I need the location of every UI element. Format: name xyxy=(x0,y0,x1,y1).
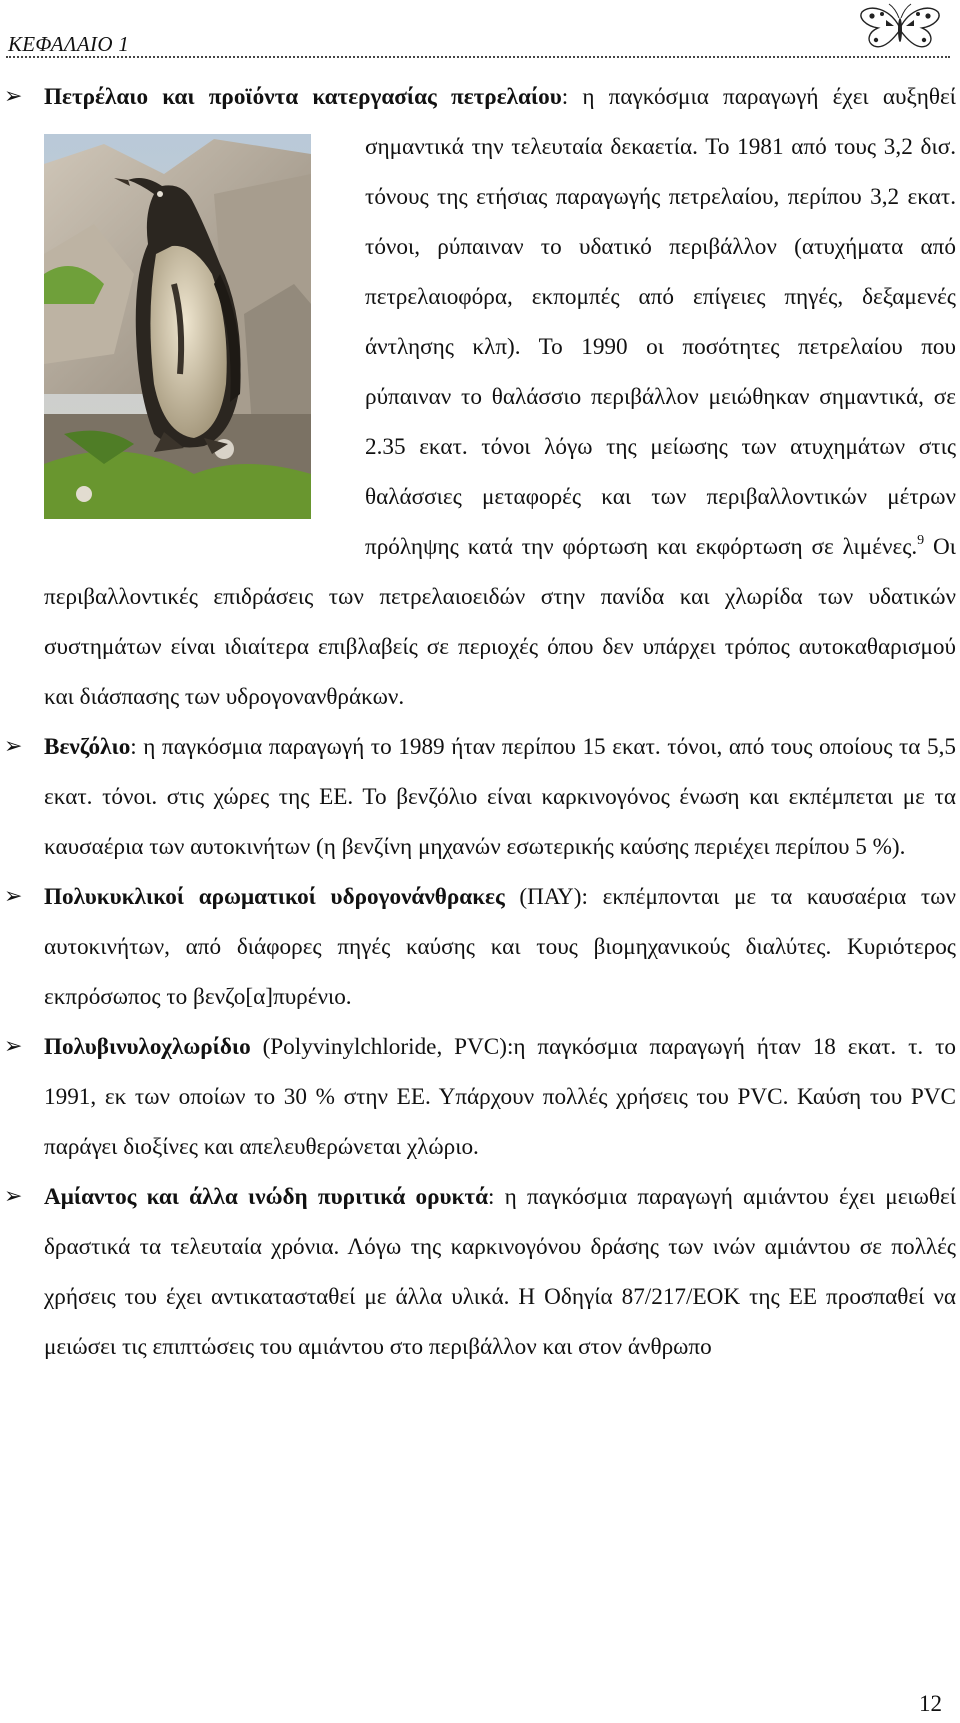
page-body xyxy=(4,72,957,1372)
page-header xyxy=(6,30,950,58)
butterfly-icon xyxy=(856,2,944,54)
bullet-text-lead: : η παγκόσμια παραγωγή έχει αυξηθεί σημαντικά την τελευταία δεκαετία. Το 1981 από τους 3,2 δισ. xyxy=(365,84,957,160)
bullet-term: Αμίαντος και άλλα ινώδη πυριτικά ορυκτά xyxy=(44,1184,489,1210)
list-item xyxy=(4,872,956,1022)
list-item xyxy=(4,72,957,722)
list-item xyxy=(4,1172,957,1372)
bullet-text-rest: τόνους της ετήσιας παραγωγής πετρελαίου, περίπου 3,2 εκατ. τόνοι, ρύπαιναν το υδατικό περιβάλλον (ατυχήματα από πετρελαιοφόρα, εκπομπές από επίγειες πηγές, δεξαμενές άντλησης κλπ). Το 1990 οι ποσότητες πετρελαίου που ρύπαιναν το θαλάσσιο περιβάλλον μειώθηκαν σημαντικά, σε 2.35 εκατ. τόνοι λόγω της μείωσης των ατυχημάτων στις θαλάσσιες μεταφορές και των περιβαλλοντικών μέτρων πρόληψης κατά την φόρτωση και εκφόρτωση σε λιμένες. xyxy=(365,184,956,560)
bullet-term: Πετρέλαιο και προϊόντα κατεργασίας πετρελαίου xyxy=(44,84,562,110)
list-item xyxy=(4,1022,956,1172)
arrow-bullet-icon: ➢ xyxy=(4,734,23,759)
bullet-term: Βενζόλιο xyxy=(44,734,131,760)
arrow-bullet-icon: ➢ xyxy=(4,1034,23,1059)
bullet-text: (Polyvinylchloride, PVC):η παγκόσμια παραγωγή ήταν 18 εκατ. τ. το 1991, εκ των οποίων το 30 % στην ΕΕ. Υπάρχουν πολλές χρήσεις του PVC. Καύση του PVC παράγει διοξίνες και απελευθερώνεται χλώριο. xyxy=(44,1034,956,1160)
list-item xyxy=(4,722,956,872)
bullet-term: Πολυβινυλοχλωρίδιο xyxy=(44,1034,251,1060)
oiled-penguin-photo xyxy=(44,134,311,519)
bullet-text-after: Οι περιβαλλοντικές επιδράσεις των πετρελαιοειδών στην πανίδα και χλωρίδα των υδατικών συστημάτων είναι ιδιαίτερα επιβλαβείς σε περιοχές όπου δεν υπάρχει τρόπος αυτοκαθαρισμού και διάσπασης των υδρογονανθράκων. xyxy=(44,534,956,710)
bullet-text: : η παγκόσμια παραγωγή αμιάντου έχει μειωθεί δραστικά τα τελευταία χρόνια. Λόγω της καρκινογόνου δράσης των ινών αμιάντου σε πολλές χρήσεις του έχει αντικατασταθεί με άλλα υλικά. Η Οδηγία 87/217/ΕΟΚ της ΕΕ προσπαθεί να μειώσει τις επιπτώσεις του αμιάντου στο περιβάλλον και στον άνθρωπο xyxy=(44,1184,957,1360)
bullet-text: (ΠΑΥ): εκπέμπονται με τα καυσαέρια των αυτοκινήτων, από διάφορες πηγές καύσης και τους βιομηχανικούς διαλύτες. Κυριότερος εκπρόσωπος το βενζο[α]πυρένιο. xyxy=(44,884,956,1010)
chapter-title: ΚΕΦΑΛΑΙΟ 1 xyxy=(8,32,130,56)
arrow-bullet-icon: ➢ xyxy=(4,884,23,909)
page-number: 12 xyxy=(919,1691,942,1716)
footnote-marker: 9 xyxy=(917,533,925,548)
bullet-text: : η παγκόσμια παραγωγή το 1989 ήταν περίπου 15 εκατ. τόνοι, από τους οποίους τα 5,5 εκατ. τόνοι. στις χώρες της ΕΕ. Το βενζόλιο είναι καρκινογόνος ένωση και εκπέμπεται με τα καυσαέρια των αυτοκινήτων (η βενζίνη μηχανών εσωτερικής καύσης περιέχει περίπου 5 %). xyxy=(44,734,956,860)
arrow-bullet-icon: ➢ xyxy=(4,1184,23,1209)
arrow-bullet-icon: ➢ xyxy=(4,84,23,109)
bullet-term: Πολυκυκλικοί αρωματικοί υδρογονάνθρακες xyxy=(44,884,505,910)
